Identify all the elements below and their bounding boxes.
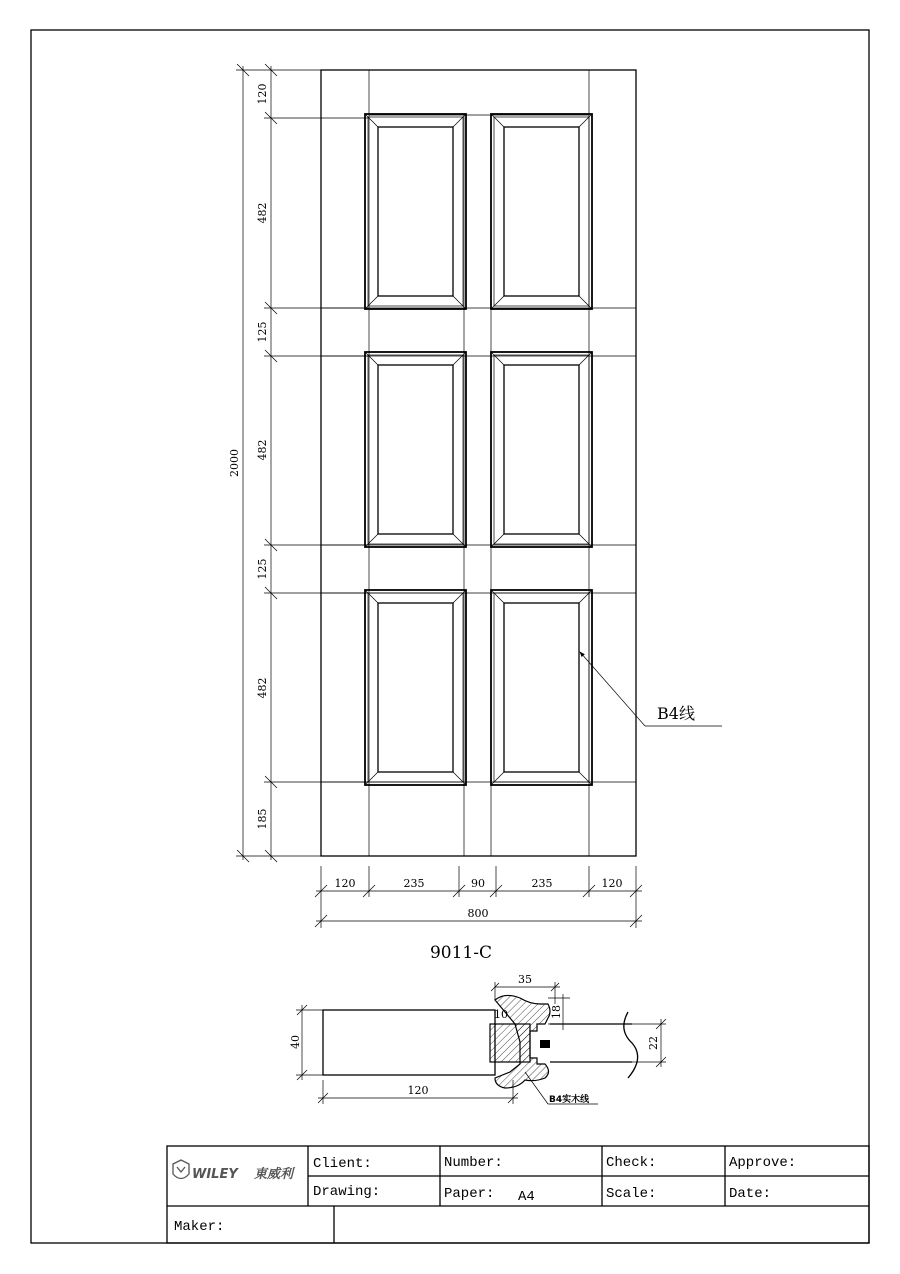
dim-v-5: 482 (256, 677, 269, 699)
dim-h-3: 235 (531, 877, 553, 890)
dim-sec-10: 10 (494, 1008, 508, 1021)
paper-value: A4 (518, 1189, 535, 1205)
maker-label: Maker: (174, 1219, 225, 1235)
dim-v-6: 185 (256, 808, 269, 830)
b4-callout (580, 652, 722, 726)
dim-v-2: 125 (256, 321, 269, 343)
vertical-dimensions (228, 64, 369, 862)
model-label: 9011-C (429, 943, 493, 963)
dim-sec-40: 40 (289, 1035, 302, 1049)
scale-label: Scale: (606, 1186, 657, 1202)
dim-v-4: 125 (256, 558, 269, 580)
dim-sec-120: 120 (407, 1084, 429, 1097)
dim-v-1: 482 (256, 202, 269, 224)
dim-v-0: 120 (256, 83, 269, 105)
title-block (167, 1146, 869, 1243)
dim-h-2: 90 (471, 877, 485, 890)
horizontal-dimensions (315, 866, 642, 928)
drawing-label: Drawing: (313, 1184, 381, 1200)
door-panel (365, 114, 466, 309)
dim-sec-22: 22 (647, 1036, 660, 1050)
door-elevation (321, 70, 636, 856)
check-label: Check: (606, 1155, 657, 1171)
date-label: Date: (729, 1186, 772, 1202)
paper-label: Paper: (444, 1186, 495, 1202)
door-panel (365, 352, 466, 547)
company-logo (173, 1160, 296, 1182)
section-stile (323, 1010, 495, 1075)
logo-text: WILEY (192, 1167, 238, 1182)
logo-cn: 東威利 (254, 1167, 294, 1182)
dim-v-3: 482 (256, 439, 269, 461)
door-panel (365, 590, 466, 785)
dim-h-0: 120 (334, 877, 356, 890)
door-panel (491, 114, 592, 309)
section-panel (550, 1024, 632, 1062)
dim-height-total: 2000 (228, 449, 241, 477)
sheet-border (31, 30, 869, 1243)
dim-width-total: 800 (467, 907, 489, 920)
client-label: Client: (313, 1156, 372, 1172)
section-callout: B4实木线 (549, 1095, 590, 1105)
dim-sec-35: 35 (518, 973, 532, 986)
number-label: Number: (444, 1155, 503, 1171)
section-detail (289, 973, 666, 1105)
door-panel (491, 590, 592, 785)
b4-label: B4线 (657, 704, 695, 723)
dim-h-1: 235 (403, 877, 425, 890)
approve-label: Approve: (729, 1155, 797, 1171)
dim-h-4: 120 (601, 877, 623, 890)
dim-sec-18: 18 (550, 1005, 563, 1019)
door-panel (491, 352, 592, 547)
